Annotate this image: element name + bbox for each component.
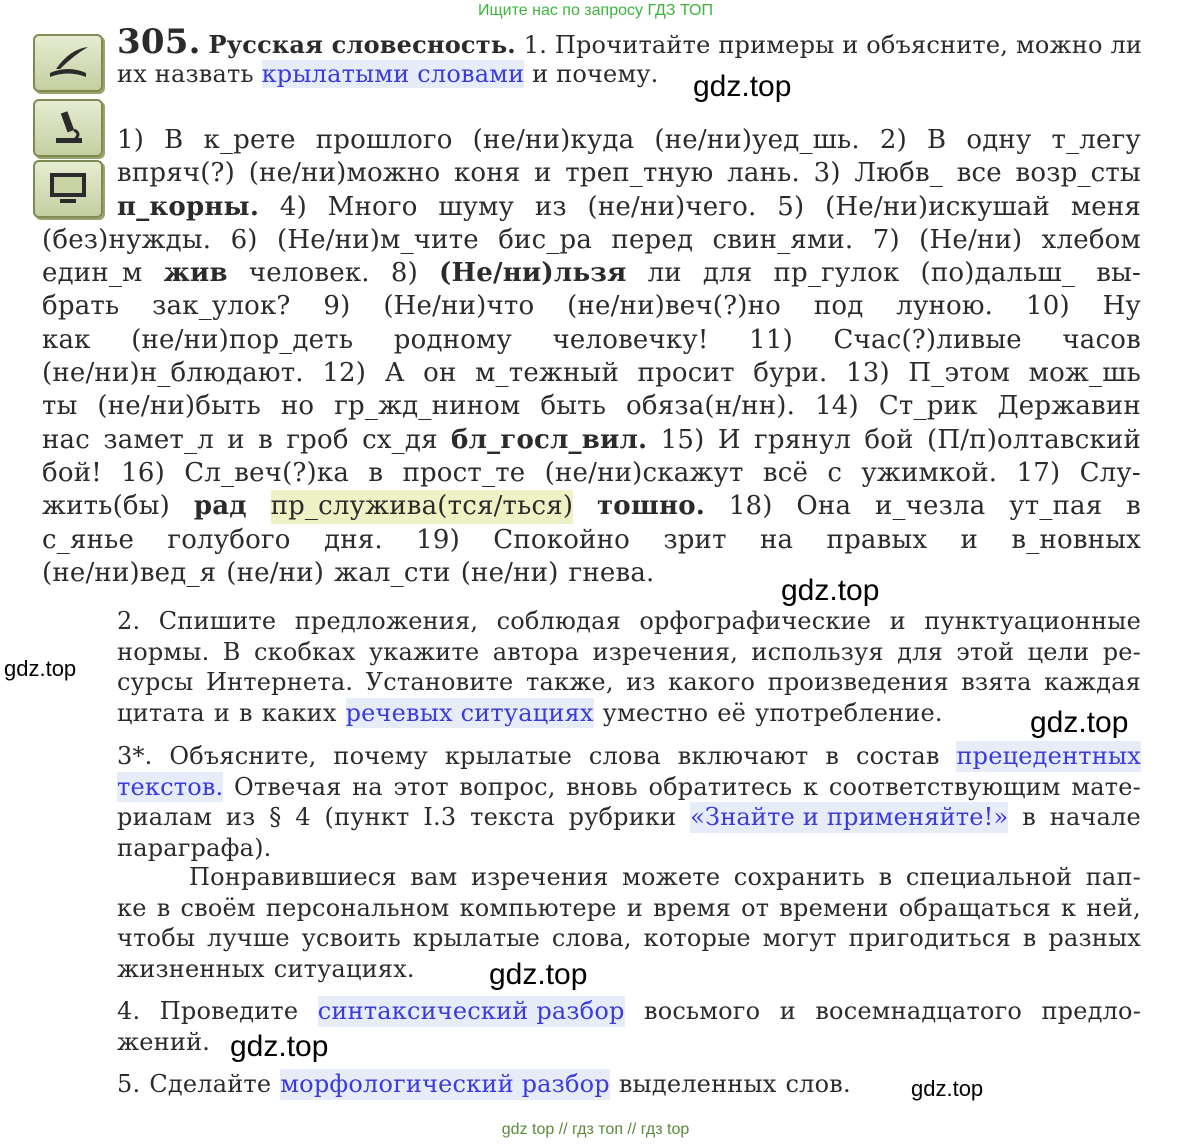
word: пунктуационные xyxy=(924,607,1141,635)
text-line xyxy=(117,667,1141,698)
word: Проведите xyxy=(159,997,299,1025)
sentences-block xyxy=(42,124,1141,590)
word: Слу- xyxy=(1079,457,1141,488)
word: мате- xyxy=(1071,772,1141,801)
word: лучше xyxy=(207,924,290,952)
word: и xyxy=(960,524,979,555)
word: зак_улок? xyxy=(152,291,291,322)
word: пригодиться xyxy=(848,924,1011,952)
word: (Не/ни)что xyxy=(383,291,535,322)
word: брать xyxy=(42,291,120,322)
word: хлебом xyxy=(1041,224,1141,255)
word: Любв_ xyxy=(854,158,944,189)
word: 6) xyxy=(230,224,258,255)
word: автора xyxy=(492,637,580,666)
term-link[interactable]: прецедентных xyxy=(956,742,1141,770)
word: I.3 xyxy=(423,803,457,831)
word: в xyxy=(1126,491,1141,522)
word: употребление. xyxy=(755,698,943,727)
word: (не/ни)можно xyxy=(248,158,441,189)
site-banner: Ищите нас по запросу ГДЗ ТОП xyxy=(478,2,713,19)
word: возр_сты xyxy=(1015,158,1141,189)
word: перед xyxy=(611,224,694,255)
word: к xyxy=(802,772,819,801)
word: (по)дальш_ xyxy=(920,258,1076,289)
word: Объясните, xyxy=(169,742,317,770)
word: для xyxy=(702,258,753,289)
word: выделенных xyxy=(618,1070,777,1098)
word: сурсы xyxy=(117,668,194,696)
word: обратитесь xyxy=(648,772,793,801)
task3-note-block xyxy=(117,862,1141,984)
word: (без)нужды. xyxy=(42,224,212,255)
word: (П/п)олтавский xyxy=(926,424,1141,455)
word: включают xyxy=(677,742,809,770)
word: крылатые xyxy=(412,924,540,952)
word: пап- xyxy=(1085,863,1141,891)
word: этот xyxy=(393,772,449,801)
word: обяза(н/нн). xyxy=(626,391,796,422)
word: времени xyxy=(779,893,889,922)
word: § xyxy=(269,803,282,831)
word: которые xyxy=(643,924,751,952)
word: взята xyxy=(961,668,1032,696)
word: 14) xyxy=(815,391,859,422)
word: почему xyxy=(333,742,428,770)
word: 16) xyxy=(121,457,165,488)
word: (Не/ни)льзя xyxy=(439,258,627,289)
text-line xyxy=(42,424,1141,457)
word: рад xyxy=(193,491,247,522)
word: одну xyxy=(966,125,1032,155)
word: всё xyxy=(762,457,809,488)
word: сохранить xyxy=(733,863,866,891)
word: и xyxy=(227,424,245,455)
word: гр_жд_нином xyxy=(334,391,521,422)
word: голубого xyxy=(167,524,291,555)
text-line xyxy=(117,157,1141,190)
word: но xyxy=(280,391,315,422)
term-link[interactable]: речевых ситуациях xyxy=(345,698,594,727)
word: бури. xyxy=(753,358,828,389)
word: бис_ра xyxy=(498,224,593,255)
word: обращаться xyxy=(898,893,1051,922)
word: 12) xyxy=(322,358,367,389)
word: коня xyxy=(453,158,521,189)
word: бой! xyxy=(42,457,102,488)
word: жизненных xyxy=(117,954,265,983)
word: разных xyxy=(1048,924,1141,952)
word: 4 xyxy=(295,803,311,831)
word: лань. xyxy=(727,158,800,189)
word: (Не/ни) xyxy=(919,224,1023,255)
task2-block xyxy=(117,606,1141,728)
word: (не/ни)скажут xyxy=(544,457,744,488)
word: П_этом xyxy=(908,358,1011,389)
word: в_новных xyxy=(1011,524,1141,555)
word: Интернета. xyxy=(205,668,354,696)
word: этой xyxy=(956,637,1015,666)
word: (не/ни)быть xyxy=(97,391,261,422)
text-line xyxy=(117,191,1141,224)
word: и xyxy=(213,698,231,727)
word: орфографические xyxy=(639,607,872,635)
word: (не/ни)вед_я xyxy=(42,557,217,588)
word: (не/ни)куда xyxy=(472,125,635,155)
word: жений. xyxy=(117,1027,211,1056)
word: произведения xyxy=(767,668,949,696)
word: соответствующим xyxy=(828,772,1061,801)
word: каких xyxy=(261,698,337,727)
word: мож_шь xyxy=(1028,358,1141,389)
word: быть xyxy=(540,391,607,422)
task1-text: и почему. xyxy=(524,60,659,88)
word: Сделайте xyxy=(149,1070,272,1098)
exercise-heading xyxy=(117,22,1143,90)
word: гнева. xyxy=(568,557,655,588)
word: (Не/ни)искушай xyxy=(825,191,1051,222)
word: предложения, xyxy=(294,607,479,635)
text-line xyxy=(42,457,1141,490)
word: часов xyxy=(1062,324,1141,355)
word: и xyxy=(889,607,906,635)
text-line xyxy=(117,772,1141,803)
word: 4) xyxy=(279,191,307,222)
quill-book-icon xyxy=(33,34,103,92)
word: В xyxy=(927,125,947,155)
word: В xyxy=(164,125,184,155)
text-line xyxy=(117,833,1141,864)
word: правых xyxy=(826,524,928,555)
word: В xyxy=(222,637,241,666)
text-line xyxy=(117,606,1141,637)
word: изречения, xyxy=(592,637,739,666)
word: 9) xyxy=(323,291,351,322)
word: жить(бы) xyxy=(42,491,171,522)
word: Установите xyxy=(365,668,514,696)
word: ней, xyxy=(1086,893,1141,922)
word: скобках xyxy=(254,637,356,666)
text-line xyxy=(117,802,1141,833)
text-line xyxy=(42,290,1141,323)
word: предло- xyxy=(1041,997,1141,1025)
word: в xyxy=(1022,803,1036,831)
word: бой xyxy=(864,424,914,455)
word: из xyxy=(225,803,256,831)
word: чтобы xyxy=(117,924,196,952)
word: усвоить xyxy=(301,924,401,952)
word: Счас(?)ливые xyxy=(833,324,1022,355)
word: от xyxy=(741,893,770,922)
word: цитата xyxy=(117,698,205,727)
word: 18) xyxy=(728,491,773,522)
word: 19) xyxy=(416,524,460,555)
word: (не/ни) xyxy=(460,557,559,588)
word: можете xyxy=(622,863,721,891)
word: в xyxy=(1022,924,1037,952)
text-line xyxy=(42,324,1141,357)
word: п_корны. xyxy=(117,191,260,222)
word: к xyxy=(1060,893,1077,922)
word: А xyxy=(384,358,405,389)
text-line xyxy=(117,996,1141,1027)
text-line xyxy=(42,257,1141,290)
text-line xyxy=(117,124,1141,157)
word: 2) xyxy=(879,125,907,155)
word: как xyxy=(42,324,91,355)
word: ужимкой. xyxy=(861,457,998,488)
word: время xyxy=(653,893,731,922)
word: для xyxy=(897,637,943,666)
word: Ну xyxy=(1102,291,1141,322)
word: родному xyxy=(393,324,512,355)
word: м_тежный xyxy=(475,358,619,389)
computer-monitor-icon xyxy=(33,160,103,218)
watermark: gdz.top xyxy=(4,656,77,681)
word: тошно. xyxy=(596,491,706,522)
word: впряч(?) xyxy=(117,158,236,189)
word: (не/ни) xyxy=(226,557,325,588)
word: ситуациях. xyxy=(273,954,415,983)
word: Сл_веч(?)ка xyxy=(184,457,350,488)
word: ли xyxy=(647,258,682,289)
word: состав xyxy=(855,742,940,770)
word: вопрос, xyxy=(459,772,556,801)
watermark: gdz.top xyxy=(781,574,880,607)
watermark: gdz.top xyxy=(489,958,588,991)
word: рубрики xyxy=(568,803,677,831)
word: вы- xyxy=(1096,258,1141,289)
word: специальной xyxy=(905,863,1073,891)
word: Державин xyxy=(997,391,1141,422)
word: её xyxy=(717,698,747,727)
word: в xyxy=(239,698,253,727)
word: 11) xyxy=(749,324,793,355)
term-link[interactable]: «Знайте и применяйте!» xyxy=(690,803,1009,831)
word: соблюдая xyxy=(496,607,621,635)
word: Понравившиеся xyxy=(189,863,397,891)
word: параграфа). xyxy=(117,833,272,862)
text-line xyxy=(117,637,1141,668)
word: и xyxy=(626,893,643,922)
word: Спишите xyxy=(158,607,277,635)
word: 3*. xyxy=(117,742,153,770)
word: на xyxy=(759,524,794,555)
word: восемнадцатого xyxy=(815,997,1022,1025)
word: 4. xyxy=(117,997,141,1025)
word: Много xyxy=(327,191,418,222)
task1-text: 1. Прочитайте примеры и объясните, можно ли xyxy=(523,31,1143,59)
word: в xyxy=(156,893,171,922)
word: (не/ни)чего. xyxy=(587,191,757,222)
word: просит xyxy=(637,358,735,389)
word: цели xyxy=(1027,637,1090,666)
word: 7) xyxy=(872,224,900,255)
word: (не/ни)н_блюдают. xyxy=(42,358,304,389)
word: используя xyxy=(751,637,884,666)
word: каждая xyxy=(1044,668,1141,696)
word: все xyxy=(956,158,1002,189)
word: из xyxy=(534,191,567,222)
word: 2. xyxy=(117,607,141,635)
term-link[interactable]: морфологический разбор xyxy=(280,1070,610,1098)
word: И xyxy=(717,424,741,455)
word: грянул xyxy=(754,424,852,455)
word: изречения xyxy=(470,863,609,891)
word: человек. xyxy=(248,258,370,289)
word: могут xyxy=(762,924,837,952)
word: и xyxy=(534,158,552,189)
text-line xyxy=(117,954,1141,985)
word: вновь xyxy=(566,772,638,801)
word: в xyxy=(258,424,273,455)
word: 13) xyxy=(845,358,890,389)
watermark: gdz.top xyxy=(693,70,792,103)
word: Она xyxy=(796,491,852,522)
word: 17) xyxy=(1016,457,1061,488)
word: 15) xyxy=(660,424,705,455)
word: (не/ни)уед_шь. xyxy=(654,125,860,155)
footer-banner: gdz top // гдз топ // гдз top xyxy=(501,1121,690,1138)
text-line xyxy=(42,557,1141,590)
word: (не/ни)пор_деть xyxy=(131,324,354,355)
text-line xyxy=(117,1069,1141,1100)
word: прост_те xyxy=(402,457,526,488)
word: (не/ни)веч(?)но xyxy=(567,291,781,322)
word: крылатые xyxy=(444,742,573,770)
text-line xyxy=(117,923,1141,954)
word: начале xyxy=(1049,803,1141,831)
word: восьмого xyxy=(644,997,761,1025)
text-line xyxy=(42,357,1141,390)
text-line xyxy=(42,390,1141,423)
word: зрит xyxy=(663,524,727,555)
exercise-number: 305. xyxy=(117,22,201,62)
word: под xyxy=(813,291,864,322)
word: жив xyxy=(163,258,228,289)
word: слова, xyxy=(551,924,632,952)
word: жал_сти xyxy=(334,557,451,588)
word: 10) xyxy=(1025,291,1070,322)
word: 1) xyxy=(117,125,145,155)
word: ке xyxy=(117,893,147,922)
word: слова xyxy=(588,742,661,770)
word: дня. xyxy=(323,524,383,555)
task3-block xyxy=(117,741,1141,863)
term-link[interactable]: текстов. xyxy=(117,772,224,801)
word: и xyxy=(779,997,796,1025)
task1-text: их назвать xyxy=(117,60,262,88)
term-link[interactable]: крылатыми словами xyxy=(261,60,525,88)
word: един_м xyxy=(42,258,143,289)
word: свин_ями. xyxy=(712,224,854,255)
word: из xyxy=(626,668,656,696)
word: Ст_рик xyxy=(878,391,978,422)
text-line xyxy=(117,698,1141,729)
word: шуму xyxy=(438,191,515,222)
word: прошлого xyxy=(315,125,453,155)
watermark: gdz.top xyxy=(1030,706,1129,739)
word: луною. xyxy=(896,291,994,322)
word: какого xyxy=(668,668,756,696)
word: 5. xyxy=(117,1070,141,1098)
word: бл_госл_вил. xyxy=(451,424,648,455)
word: нормы. xyxy=(117,637,210,666)
word: Спокойно xyxy=(493,524,630,555)
word: персональном xyxy=(265,893,450,922)
word: на xyxy=(352,772,383,801)
word: нас xyxy=(42,424,90,455)
text-line xyxy=(42,490,1141,523)
highlighted-word: пр_служива(тся/ться) xyxy=(271,490,574,523)
word: ут_пая xyxy=(1009,491,1103,522)
text-line xyxy=(117,862,1141,893)
word: в xyxy=(368,457,384,488)
word: и_чезла xyxy=(874,491,986,522)
word: он xyxy=(423,358,457,389)
word: текста xyxy=(470,803,555,831)
word: ты xyxy=(42,391,78,422)
word: с xyxy=(827,457,843,488)
word: вам xyxy=(410,863,458,891)
word: (пункт xyxy=(324,803,410,831)
text-line xyxy=(42,224,1141,257)
word: 8) xyxy=(390,258,418,289)
word: гроб xyxy=(286,424,349,455)
text-line xyxy=(42,524,1141,557)
word: к_рете xyxy=(203,125,296,155)
text-line xyxy=(117,741,1141,772)
word: компьютере xyxy=(459,893,617,922)
word: с_янье xyxy=(42,524,135,555)
word: человечку! xyxy=(552,324,709,355)
word: риалам xyxy=(117,803,213,831)
word: в xyxy=(878,863,893,891)
section-title: Русская словесность. xyxy=(208,30,516,59)
word: меня xyxy=(1070,191,1141,222)
word: укажите xyxy=(368,637,480,666)
word: Отвечая xyxy=(234,772,342,801)
word: 3) xyxy=(813,158,841,189)
watermark: gdz.top xyxy=(911,1076,984,1101)
word: треп_тную xyxy=(565,158,714,189)
word: (Не/ни)м_чите xyxy=(276,224,479,255)
text-line xyxy=(117,893,1141,924)
word: своём xyxy=(180,893,256,922)
word: т_легу xyxy=(1051,125,1141,155)
word: уместно xyxy=(602,698,709,727)
word: ре- xyxy=(1102,637,1141,666)
watermark: gdz.top xyxy=(230,1030,329,1063)
word: сх_дя xyxy=(362,424,438,455)
task5-block xyxy=(117,1069,1141,1100)
word: пр_гулок xyxy=(773,258,900,289)
word: 5) xyxy=(777,191,805,222)
word: в xyxy=(825,742,840,770)
term-link[interactable]: синтаксический разбор xyxy=(317,997,625,1025)
word: также, xyxy=(525,668,614,696)
microscope-icon xyxy=(33,99,103,157)
word: замет_л xyxy=(103,424,214,455)
word: слов. xyxy=(785,1070,851,1098)
